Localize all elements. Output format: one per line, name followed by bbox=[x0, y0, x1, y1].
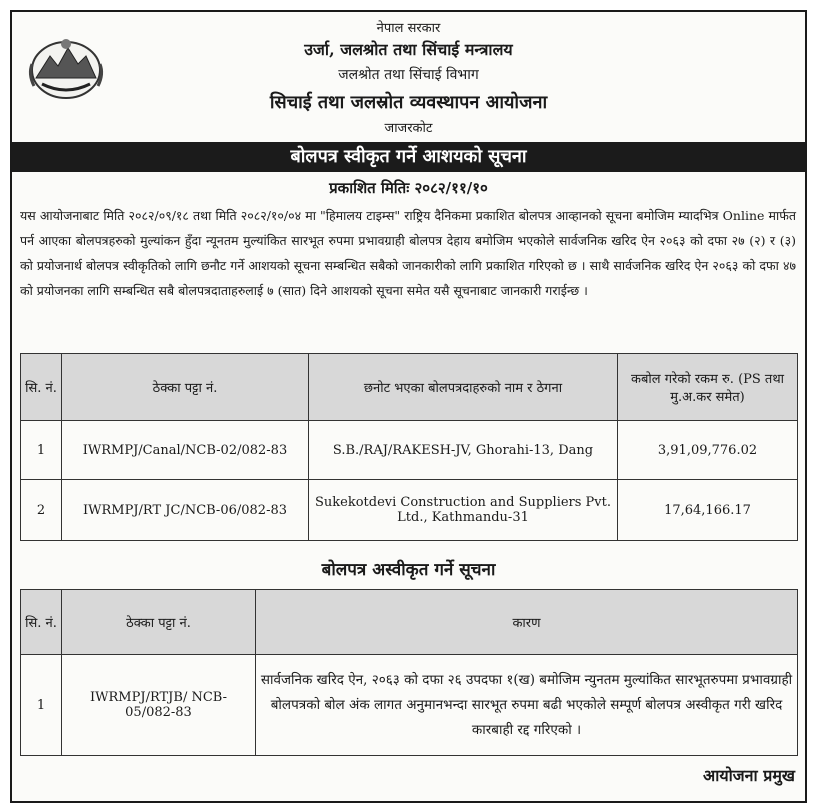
rejection-title: बोलपत्र अस्वीकृत गर्ने सूचना bbox=[321, 560, 496, 580]
table-header-row bbox=[21, 354, 798, 421]
award-table bbox=[20, 353, 798, 541]
table-row bbox=[21, 480, 798, 541]
row-sn: 2 bbox=[21, 480, 62, 541]
department-name: जलश्रोत तथा सिंचाई विभाग bbox=[338, 67, 479, 83]
location: जाजरकोट bbox=[384, 121, 433, 136]
government-name: नेपाल सरकार bbox=[376, 21, 441, 36]
row-amount: 17,64,166.17 bbox=[618, 480, 798, 541]
row-sn: 1 bbox=[21, 421, 62, 480]
rejection-table bbox=[20, 589, 798, 756]
row-contract: IWRMPJ/RT JC/NCB-06/082-83 bbox=[62, 480, 309, 541]
row-contract: IWRMPJ/Canal/NCB-02/082-83 bbox=[62, 421, 309, 480]
row-bidder: Sukekotdevi Construction and Suppliers Pvt. Ltd., Kathmandu-31 bbox=[309, 480, 618, 541]
col-contract: ठेक्का पट्टा नं. bbox=[62, 354, 309, 421]
row-reason: सार्वजनिक खरिद ऐन, २०६३ को दफा २६ उपदफा १(ख) बमोजिम न्युनतम मुल्यांकित सारभूतरुपमा प्रभावग्राही बोलपत्रको बोल अंक लागत अनुमानभन्दा सारभूत रुपमा बढी भएकोले सम्पूर्ण बोलपत्र अस्वीकृत गरी खरिद कारबाही रद्द गरिएको । bbox=[256, 655, 798, 756]
row-sn: 1 bbox=[21, 655, 62, 756]
notice-frame bbox=[10, 10, 807, 803]
col-contract: ठेक्का पट्टा नं. bbox=[62, 590, 256, 655]
notice-paragraph: यस आयोजनाबाट मिति २०८२/०९/१८ तथा मिति २०८२/१०/०४ मा "हिमालय टाइम्स" राष्ट्रिय दैनिकमा प्रकाशित बोलपत्र आव्हानको सूचना बमोजिम म्यादभित्र Online मार्फत पर्न आएका बोलपत्रहरुको मुल्यांकन हुँदा न्यूनतम मुल्यांकित सारभूत रुपमा प्रभावग्राही बोलपत्र देहाय बमोजिम भएकोले सार्वजनिक खरिद ऐन २०६३ को दफा २७ (२) र (३) को प्रयोजनार्थ बोलपत्र स्वीकृतिको लागि छनौट गर्ने आशयको सूचना सम्बन्धित सबैको जानकारीको लागि प्रकाशित गरिएको छ । साथै सार्वजनिक खरिद ऐन २०६३ को दफा ४७ को प्रयोजनका लागि सम्बन्धित सबै बोलपत्रदाताहरुलाई ७ (सात) दिने आशयको सूचना समेत यसै सूचनाबाट जानकारी गराईन्छ । bbox=[20, 208, 796, 298]
published-date: प्रकाशित मितिः २०८२/११/१० bbox=[329, 179, 488, 197]
table-row bbox=[21, 655, 798, 756]
notice-title: बोलपत्र स्वीकृत गर्ने आशयको सूचना bbox=[12, 142, 805, 172]
row-contract: IWRMPJ/RTJB/ NCB-05/082-83 bbox=[62, 655, 256, 756]
col-bidder: छनोट भएका बोलपत्रदाहरुको नाम र ठेगना bbox=[309, 354, 618, 421]
signature: आयोजना प्रमुख bbox=[702, 766, 795, 785]
row-bidder: S.B./RAJ/RAKESH-JV, Ghorahi-13, Dang bbox=[309, 421, 618, 480]
col-sn: सि. नं. bbox=[21, 590, 62, 655]
table-row bbox=[21, 421, 798, 480]
table-header-row bbox=[21, 590, 798, 655]
col-amount: कबोल गरेको रकम रु. (PS तथा मु.अ.कर समेत) bbox=[618, 354, 798, 421]
row-amount: 3,91,09,776.02 bbox=[618, 421, 798, 480]
ministry-name: उर्जा, जलश्रोत तथा सिंचाई मन्त्रालय bbox=[304, 40, 513, 59]
col-reason: कारण bbox=[256, 590, 798, 655]
project-name: सिचाई तथा जलस्रोत व्यवस्थापन आयोजना bbox=[269, 92, 548, 113]
col-sn: सि. नं. bbox=[21, 354, 62, 421]
